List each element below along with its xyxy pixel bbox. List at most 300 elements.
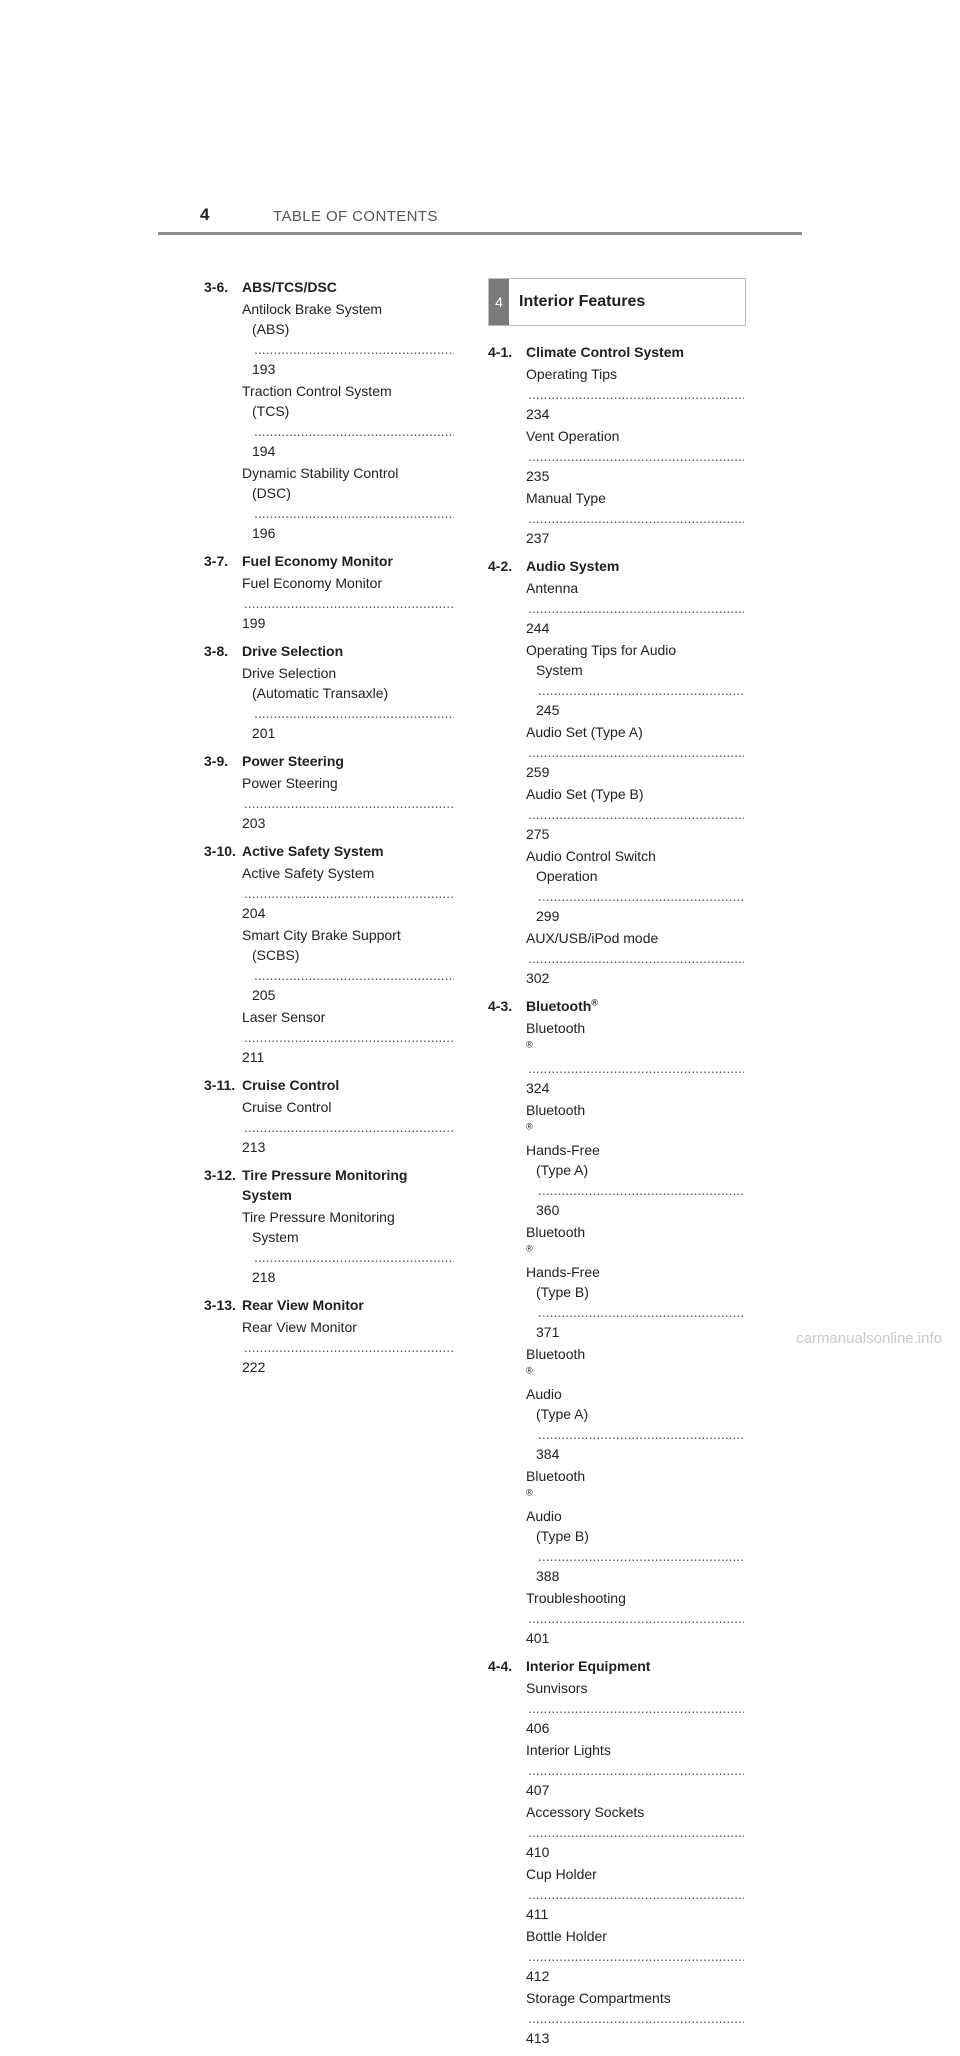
toc-entry-text [536, 1160, 746, 1180]
toc-section-title-text: Bluetooth [526, 998, 592, 1014]
dot-leader [528, 1698, 744, 1718]
toc-entry-line [242, 925, 456, 945]
toc-page-number: 196 [252, 525, 276, 541]
toc-section [204, 1295, 456, 1377]
toc-entry-text [242, 299, 456, 319]
toc-page-number: 412 [526, 1968, 550, 1984]
toc-section-title-text: Interior Equipment [526, 1658, 651, 1674]
toc-entry-text-suffix: Audio [526, 1386, 562, 1402]
toc-entry-text [242, 863, 456, 883]
toc-entry[interactable] [204, 663, 456, 743]
toc-entry[interactable] [204, 1007, 456, 1067]
toc-section-title-text: Fuel Economy Monitor [242, 553, 393, 569]
toc-entry[interactable] [488, 1864, 746, 1924]
toc-section-number: 3-11. [204, 1077, 236, 1093]
toc-page-number: 205 [252, 987, 276, 1003]
toc-entry[interactable] [204, 863, 456, 923]
toc-entry-text [242, 1317, 456, 1337]
toc-entry-text [526, 722, 746, 742]
dot-leader [528, 948, 744, 968]
dot-leader [528, 1884, 744, 1904]
toc-entry-line [526, 1740, 746, 1800]
toc-entry-line [242, 1317, 456, 1377]
toc-entry-line [526, 846, 746, 866]
toc-section-title [242, 751, 456, 771]
toc-entry-lines [242, 773, 456, 833]
toc-entry-text [536, 660, 746, 680]
toc-entry-text-part: Bluetooth [526, 1346, 586, 1362]
toc-entry-text [526, 1988, 746, 2008]
toc-entry[interactable] [204, 1207, 456, 1287]
registered-mark: ® [526, 1365, 533, 1376]
toc-entry-text [526, 1740, 746, 1760]
toc-right-column [488, 278, 746, 2056]
toc-section [204, 841, 456, 1067]
toc-entry-text [252, 945, 456, 965]
toc-entry-line [526, 660, 746, 720]
toc-entry-lines [526, 1678, 746, 1738]
toc-entry-text-suffix: Hands-Free [526, 1142, 600, 1158]
toc-entry-line [526, 364, 746, 424]
toc-section-heading[interactable] [204, 1075, 456, 1095]
dot-leader [528, 598, 744, 618]
toc-entry[interactable] [204, 1097, 456, 1157]
toc-entry-text [536, 1282, 746, 1302]
toc-section-heading[interactable] [204, 841, 456, 861]
dot-leader [538, 1302, 744, 1322]
toc-section-title [526, 996, 746, 1016]
dot-leader [244, 593, 454, 613]
toc-entry[interactable] [488, 1740, 746, 1800]
toc-entry-line [526, 722, 746, 782]
dot-leader [528, 742, 744, 762]
toc-entry-line [526, 1160, 746, 1220]
toc-page-number: 237 [526, 530, 550, 546]
toc-section-number: 3-7. [204, 553, 229, 569]
toc-section-heading[interactable] [488, 342, 746, 362]
toc-entry-lines [526, 1864, 746, 1924]
dot-leader [528, 1608, 744, 1628]
toc-section [488, 342, 746, 548]
toc-entry-text [242, 573, 456, 593]
toc-entry-text-part: Cruise Control [242, 1099, 332, 1115]
toc-entry-line [526, 866, 746, 926]
toc-entry-text-part: Bluetooth [526, 1224, 586, 1240]
toc-page-number: 222 [242, 1359, 266, 1375]
toc-entry-text-part: Bluetooth [526, 1468, 586, 1484]
toc-page-number: 235 [526, 468, 550, 484]
toc-entry-lines [526, 488, 746, 548]
dot-leader [538, 1546, 744, 1566]
dot-leader [528, 804, 744, 824]
toc-page-number: 213 [242, 1139, 266, 1155]
toc-entry-text-part: Traction Control System [242, 383, 392, 399]
toc-entry[interactable] [204, 925, 456, 1005]
toc-entry-line [526, 1018, 746, 1098]
toc-entry-lines [526, 1222, 746, 1342]
toc-entry-lines [242, 573, 456, 633]
page-number: 4 [200, 205, 210, 224]
toc-entry[interactable] [488, 578, 746, 638]
toc-entry-lines [526, 426, 746, 486]
toc-entry-text-part: Troubleshooting [526, 1590, 626, 1606]
toc-entry-line [242, 773, 456, 833]
toc-entry-lines [526, 1988, 746, 2048]
toc-entry-text [242, 1207, 456, 1227]
toc-entry-line [526, 1802, 746, 1862]
toc-section [204, 1165, 456, 1287]
toc-entry[interactable] [488, 1100, 746, 1220]
toc-section-title-text: Rear View Monitor [242, 1297, 364, 1313]
toc-section-number: 4-1. [488, 344, 513, 360]
toc-entry-lines [242, 925, 456, 1005]
toc-entry-line [242, 573, 456, 633]
toc-entry-text-part: Bluetooth [526, 1102, 586, 1118]
dot-leader [528, 1760, 744, 1780]
toc-section-title-text: Active Safety System [242, 843, 384, 859]
dot-leader [244, 883, 454, 903]
toc-page-number: 302 [526, 970, 550, 986]
toc-entry-line [526, 1988, 746, 2048]
dot-leader [528, 1058, 744, 1078]
toc-entry-text [252, 319, 456, 339]
toc-entry-text [536, 1526, 746, 1546]
toc-entry-lines [242, 1097, 456, 1157]
toc-page-number: 406 [526, 1720, 550, 1736]
toc-entry-text-part: Cup Holder [526, 1866, 597, 1882]
dot-leader [528, 384, 744, 404]
toc-entry-line [526, 578, 746, 638]
toc-entry-text [526, 488, 746, 508]
toc-entry[interactable] [488, 426, 746, 486]
toc-entry-lines [526, 722, 746, 782]
dot-leader [254, 339, 454, 359]
toc-section [488, 1656, 746, 2048]
dot-leader [254, 703, 454, 723]
toc-entry-lines [526, 1466, 746, 1586]
toc-entry[interactable] [488, 784, 746, 844]
toc-section-heading[interactable] [204, 551, 456, 571]
toc-section-number: 3-9. [204, 753, 229, 769]
toc-entry[interactable] [488, 1466, 746, 1586]
dot-leader [528, 1946, 744, 1966]
toc-right-groups [488, 342, 746, 2048]
toc-entry-text [526, 364, 746, 384]
toc-page-number: 324 [526, 1080, 550, 1096]
toc-page-number: 204 [242, 905, 266, 921]
dot-leader [244, 1117, 454, 1137]
toc-entry-line [242, 1097, 456, 1157]
toc-entry-text-part: Vent Operation [526, 428, 620, 444]
toc-entry-line [242, 463, 456, 483]
toc-entry-text [242, 663, 456, 683]
toc-section-number: 4-3. [488, 998, 513, 1014]
toc-entry-text-part: Audio Control Switch [526, 848, 656, 864]
toc-entry-line [242, 663, 456, 683]
toc-entry-line [242, 299, 456, 319]
registered-mark: ® [526, 1039, 533, 1050]
toc-section [204, 641, 456, 743]
dot-leader [528, 2008, 744, 2028]
toc-entry-line [526, 928, 746, 988]
toc-entry-lines [526, 784, 746, 844]
toc-page-number: 245 [536, 702, 560, 718]
toc-page-number: 413 [526, 2030, 550, 2046]
toc-page-number: 388 [536, 1568, 560, 1584]
toc-entry-lines [526, 364, 746, 424]
toc-section-title [242, 551, 456, 571]
dot-leader [244, 1337, 454, 1357]
toc-section-heading[interactable] [204, 641, 456, 661]
toc-section-title-text: Tire Pressure Monitoring System [242, 1167, 408, 1203]
toc-section-heading[interactable] [488, 556, 746, 576]
toc-entry-text-part: Fuel Economy Monitor [242, 575, 383, 591]
toc-entry-line [242, 863, 456, 923]
toc-page-number: 218 [252, 1269, 276, 1285]
toc-entry-text [526, 1678, 746, 1698]
toc-entry[interactable] [488, 1926, 746, 1986]
toc-section [488, 996, 746, 1648]
toc-page-number: 194 [252, 443, 276, 459]
toc-entry[interactable] [204, 573, 456, 633]
toc-entry-text [252, 683, 456, 703]
toc-entry-text [242, 463, 456, 483]
toc-page-number: 234 [526, 406, 550, 422]
toc-entry-text [242, 1007, 456, 1027]
toc-section [204, 1075, 456, 1157]
toc-entry-text-part: Laser Sensor [242, 1009, 326, 1025]
toc-section-title-text: Audio System [526, 558, 620, 574]
toc-entry-line [242, 483, 456, 543]
toc-entry-lines [526, 1588, 746, 1648]
toc-section-heading[interactable] [204, 277, 456, 297]
header-rule [158, 232, 802, 235]
toc-page-number: 199 [242, 615, 266, 631]
toc-entry-lines [526, 1018, 746, 1098]
toc-entry-text-part: Audio Set (Type A) [526, 724, 643, 740]
toc-entry-text-part: AUX/USB/iPod mode [526, 930, 659, 946]
toc-entry-line [242, 1207, 456, 1227]
toc-entry-line [242, 381, 456, 401]
toc-entry-text-part: Drive Selection [242, 665, 337, 681]
toc-entry[interactable] [488, 364, 746, 424]
toc-section-number: 4-2. [488, 558, 513, 574]
toc-page-number: 203 [242, 815, 266, 831]
toc-section-title-text: Climate Control System [526, 344, 684, 360]
dot-leader [244, 793, 454, 813]
toc-section [204, 277, 456, 543]
toc-entry[interactable] [488, 1588, 746, 1648]
toc-entry-lines [242, 1317, 456, 1377]
toc-section [204, 551, 456, 633]
toc-entry[interactable] [488, 1802, 746, 1862]
toc-entry-line [526, 488, 746, 548]
toc-page-number: 211 [242, 1049, 265, 1065]
toc-entry-text-part: (ABS) [252, 321, 290, 337]
toc-page-number: 411 [526, 1906, 549, 1922]
toc-entry-text [526, 1222, 746, 1282]
toc-entry-text [526, 1802, 746, 1822]
toc-entry-line [526, 1466, 746, 1526]
toc-section-number: 3-10. [204, 843, 236, 859]
toc-entry[interactable] [204, 463, 456, 543]
toc-page-number: 201 [252, 725, 276, 741]
toc-entry-text-part: (Type B) [536, 1528, 589, 1544]
toc-section-title [242, 641, 456, 661]
toc-entry[interactable] [204, 773, 456, 833]
toc-page-number: 401 [526, 1630, 550, 1646]
toc-entry[interactable] [488, 1018, 746, 1098]
toc-entry-lines [242, 663, 456, 743]
toc-section [204, 751, 456, 833]
toc-page-number: 275 [526, 826, 550, 842]
toc-entry-line [526, 1404, 746, 1464]
toc-entry[interactable] [204, 1317, 456, 1377]
toc-entry-text-part: System [252, 1229, 299, 1245]
toc-entry-line [526, 640, 746, 660]
toc-section-heading[interactable] [488, 1656, 746, 1676]
toc-entry-text [536, 1404, 746, 1424]
toc-entry-text [526, 1864, 746, 1884]
toc-entry[interactable] [488, 640, 746, 720]
toc-entry-text [526, 928, 746, 948]
toc-entry-text [252, 483, 456, 503]
toc-entry-text-part: Bottle Holder [526, 1928, 607, 1944]
dot-leader [528, 508, 744, 528]
toc-entry[interactable] [488, 1344, 746, 1464]
toc-page-number: 299 [536, 908, 560, 924]
toc-entry-text-part: Sunvisors [526, 1680, 588, 1696]
toc-entry[interactable] [488, 846, 746, 926]
toc-entry-lines [242, 299, 456, 379]
toc-section-heading[interactable] [204, 751, 456, 771]
toc-entry-text [526, 426, 746, 446]
toc-entry-text-part: Bluetooth [526, 1020, 586, 1036]
toc-entry-lines [526, 640, 746, 720]
toc-entry-lines [242, 1207, 456, 1287]
toc-section-number: 3-6. [204, 279, 229, 295]
toc-entry-text [526, 578, 746, 598]
toc-entry-lines [242, 463, 456, 543]
toc-entry-text [242, 1097, 456, 1117]
dot-leader [254, 503, 454, 523]
toc-entry-line [526, 1588, 746, 1648]
dot-leader [538, 886, 744, 906]
toc-entry-text-suffix: Audio [526, 1508, 562, 1524]
toc-entry-text [242, 381, 456, 401]
toc-entry[interactable] [488, 488, 746, 548]
toc-entry-line [526, 1864, 746, 1924]
toc-entry[interactable] [204, 381, 456, 461]
toc-entry-text [526, 1466, 746, 1526]
toc-entry-text [242, 773, 456, 793]
toc-entry-text [252, 1227, 456, 1247]
toc-entry-lines [526, 578, 746, 638]
toc-entry-lines [242, 863, 456, 923]
toc-entry-text [526, 846, 746, 866]
toc-entry[interactable] [204, 299, 456, 379]
toc-entry-line [526, 1282, 746, 1342]
dot-leader [538, 680, 744, 700]
toc-entry-lines [526, 1344, 746, 1464]
toc-entry-text [526, 1926, 746, 1946]
toc-page-number: 407 [526, 1782, 550, 1798]
toc-entry-lines [526, 928, 746, 988]
toc-section-title [242, 277, 456, 297]
toc-entry-line [526, 1678, 746, 1738]
dot-leader [528, 1822, 744, 1842]
toc-entry-text-part: (TCS) [252, 403, 290, 419]
dot-leader [528, 446, 744, 466]
toc-page-number: 259 [526, 764, 550, 780]
toc-section-title [526, 556, 746, 576]
toc-entry-text-part: (Type B) [536, 1284, 589, 1300]
toc-entry[interactable] [488, 722, 746, 782]
toc-entry-text-part: Operating Tips for Audio [526, 642, 677, 658]
toc-entry-lines [526, 1740, 746, 1800]
toc-entry-lines [242, 381, 456, 461]
toc-section-title [242, 1165, 456, 1205]
toc-section-title-text: Power Steering [242, 753, 344, 769]
toc-entry-lines [526, 1100, 746, 1220]
toc-section-number: 3-13. [204, 1297, 236, 1313]
dot-leader [538, 1180, 744, 1200]
toc-entry-line [242, 945, 456, 1005]
toc-entry-line [242, 683, 456, 743]
toc-section-number: 3-8. [204, 643, 229, 659]
dot-leader [254, 421, 454, 441]
toc-entry-lines [526, 1802, 746, 1862]
toc-entry-line [526, 1526, 746, 1586]
toc-entry-line [526, 1344, 746, 1404]
toc-section-heading[interactable] [204, 1295, 456, 1315]
registered-mark: ® [591, 997, 598, 1008]
toc-entry-text [526, 1344, 746, 1404]
toc-entry-text-suffix: Hands-Free [526, 1264, 600, 1280]
toc-page-number: 410 [526, 1844, 550, 1860]
toc-entry-line [526, 1926, 746, 1986]
toc-section-title [242, 841, 456, 861]
toc-section-title-text: Cruise Control [242, 1077, 340, 1093]
toc-page-number: 193 [252, 361, 276, 377]
toc-section-heading[interactable] [488, 996, 746, 1016]
toc-page-number: 360 [536, 1202, 560, 1218]
toc-entry[interactable] [488, 1988, 746, 2048]
dot-leader [254, 1247, 454, 1267]
toc-entry-text-part: Accessory Sockets [526, 1804, 645, 1820]
toc-entry[interactable] [488, 928, 746, 988]
toc-entry-line [242, 1227, 456, 1287]
toc-entry-text-part: Storage Compartments [526, 1990, 671, 2006]
toc-entry-text-part: Manual Type [526, 490, 606, 506]
toc-section-heading[interactable] [204, 1165, 456, 1205]
toc-entry-text-part: System [536, 662, 583, 678]
toc-section [488, 556, 746, 988]
toc-entry-line [526, 1100, 746, 1160]
toc-entry-text-part: (DSC) [252, 485, 291, 501]
chapter-banner [488, 278, 746, 326]
toc-entry[interactable] [488, 1678, 746, 1738]
toc-section-number: 4-4. [488, 1658, 513, 1674]
toc-entry-text [536, 866, 746, 886]
toc-page-number: 384 [536, 1446, 560, 1462]
registered-mark: ® [526, 1243, 533, 1254]
toc-entry[interactable] [488, 1222, 746, 1342]
toc-entry-text [526, 1588, 746, 1608]
toc-section-number: 3-12. [204, 1167, 236, 1183]
toc-entry-text-part: Antilock Brake System [242, 301, 383, 317]
toc-entry-text-part: (Automatic Transaxle) [252, 685, 389, 701]
